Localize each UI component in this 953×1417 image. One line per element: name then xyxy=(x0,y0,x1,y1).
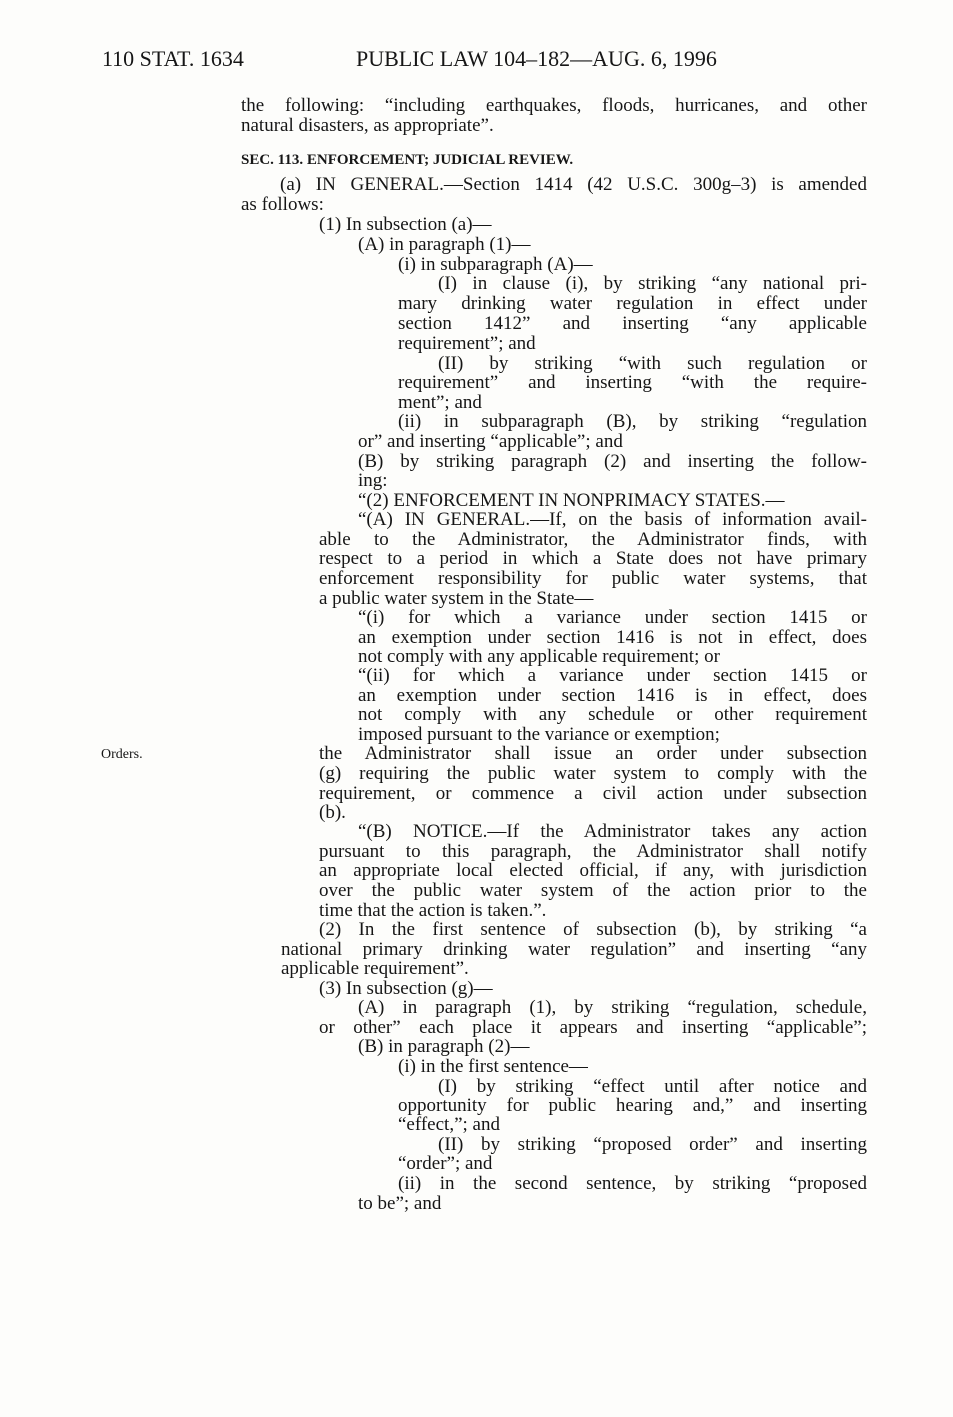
text-line: ing: xyxy=(358,470,388,491)
text-line: not comply with any schedule or other requirement xyxy=(358,704,867,725)
text-line: “(i) for which a variance under section 1415 or xyxy=(358,607,867,628)
text-line: section 1412” and inserting “any applicable xyxy=(398,313,867,334)
text-line: “(ii) for which a variance under section 1415 or xyxy=(358,665,867,686)
text-line: (I) by striking “effect until after notice and xyxy=(438,1076,867,1097)
text-line: opportunity for public hearing and,” and inserting xyxy=(398,1095,867,1116)
text-line: an exemption under section 1416 is not in effect, does xyxy=(358,627,867,648)
running-header: PUBLIC LAW 104–182—AUG. 6, 1996 xyxy=(356,46,717,71)
text-line: as follows: xyxy=(241,194,324,215)
section-heading: SEC. 113. ENFORCEMENT; JUDICIAL REVIEW. xyxy=(241,152,574,168)
text-line: (ii) in subparagraph (B), by striking “regulation xyxy=(398,411,867,432)
text-line: an exemption under section 1416 is in effect, does xyxy=(358,685,867,706)
text-line: the Administrator shall issue an order under subsection xyxy=(319,743,867,764)
text-line: (3) In subsection (g)— xyxy=(319,978,493,999)
text-line: pursuant to this paragraph, the Administrator shall notify xyxy=(319,841,867,862)
text-line: (g) requiring the public water system to comply with the xyxy=(319,763,867,784)
text-line: enforcement responsibility for public water systems, that xyxy=(319,568,867,589)
text-line: to be”; and xyxy=(358,1193,442,1214)
text-line: (i) in the first sentence— xyxy=(398,1056,588,1077)
text-line: “(B) NOTICE.—If the Administrator takes any action xyxy=(358,821,867,842)
text-line: (I) in clause (i), by striking “any national pri- xyxy=(438,273,867,294)
text-line: the following: “including earthquakes, floods, hurricanes, and other xyxy=(241,95,867,116)
text-line: “order”; and xyxy=(398,1153,493,1174)
text-line: applicable requirement”. xyxy=(281,958,469,979)
text-line: mary drinking water regulation in effect under xyxy=(398,293,867,314)
text-line: over the public water system of the action prior to the xyxy=(319,880,867,901)
text-line: time that the action is taken.”. xyxy=(319,900,547,921)
text-line: (a) IN GENERAL.—Section 1414 (42 U.S.C. 300g–3) is amended xyxy=(280,174,867,195)
text-line: imposed pursuant to the variance or exemption; xyxy=(358,724,720,745)
text-line: (i) in subparagraph (A)— xyxy=(398,254,593,275)
text-line: requirement”; and xyxy=(398,333,536,354)
text-line: (A) in paragraph (1)— xyxy=(358,234,531,255)
text-line: not comply with any applicable requirement; or xyxy=(358,646,720,667)
text-line: (B) in paragraph (2)— xyxy=(358,1036,530,1057)
text-line: ment”; and xyxy=(398,392,482,413)
text-line: able to the Administrator, the Administrator finds, with xyxy=(319,529,867,550)
text-line: “(2) ENFORCEMENT IN NONPRIMACY STATES.— xyxy=(358,490,785,511)
text-line: (A) in paragraph (1), by striking “regulation, schedule, xyxy=(358,997,867,1018)
text-line: or” and inserting “applicable”; and xyxy=(358,431,623,452)
text-line: a public water system in the State— xyxy=(319,588,594,609)
text-line: respect to a period in which a State does not have primary xyxy=(319,548,867,569)
text-line: or other” each place it appears and inserting “applicable”; xyxy=(319,1017,867,1038)
text-line: (B) by striking paragraph (2) and inserting the follow- xyxy=(358,451,867,472)
text-line: (1) In subsection (a)— xyxy=(319,214,492,235)
text-line: “effect,”; and xyxy=(398,1114,500,1135)
text-line: (II) by striking “with such regulation or xyxy=(438,353,867,374)
text-line: natural disasters, as appropriate”. xyxy=(241,115,494,136)
text-line: national primary drinking water regulation” and inserting “any xyxy=(281,939,867,960)
text-line: (ii) in the second sentence, by striking “proposed xyxy=(398,1173,867,1194)
page-stat-reference: 110 STAT. 1634 xyxy=(102,46,244,71)
text-line: requirement” and inserting “with the require- xyxy=(398,372,867,393)
margin-note: Orders. xyxy=(101,747,143,762)
text-line: requirement, or commence a civil action under subsection xyxy=(319,783,867,804)
text-line: (II) by striking “proposed order” and inserting xyxy=(438,1134,867,1155)
text-line: (b). xyxy=(319,802,346,823)
text-line: (2) In the first sentence of subsection (b), by striking “a xyxy=(319,919,867,940)
text-line: an appropriate local elected official, if any, with jurisdiction xyxy=(319,860,867,881)
text-line: “(A) IN GENERAL.—If, on the basis of information avail- xyxy=(358,509,867,530)
